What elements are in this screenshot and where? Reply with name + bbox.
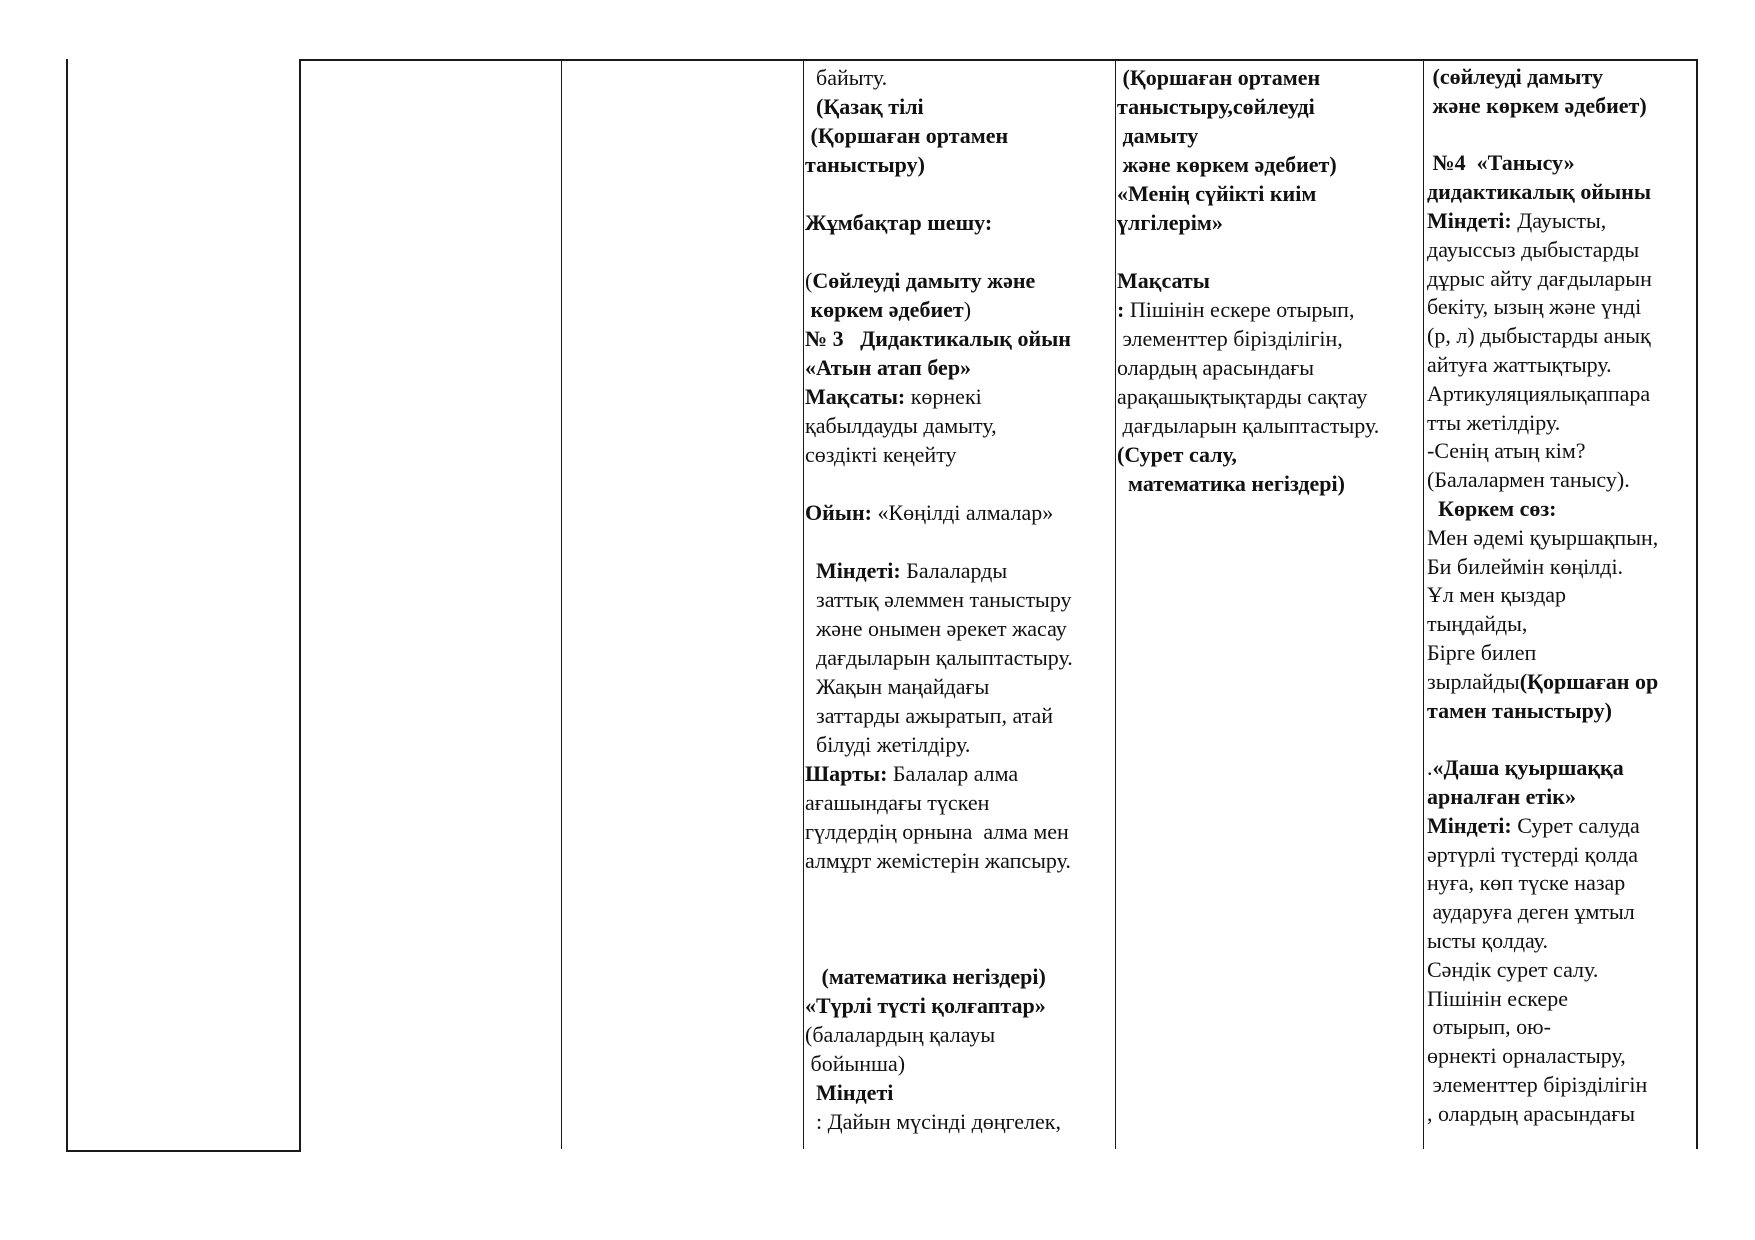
text-line	[1117, 237, 1422, 266]
text-line	[1427, 841, 1695, 870]
text-line	[805, 1020, 1114, 1049]
text-line	[1427, 812, 1695, 841]
text-line	[805, 208, 1114, 237]
text-line	[1427, 495, 1695, 524]
text-line	[805, 295, 1114, 324]
text-run: (Сурет салу,	[1117, 442, 1237, 467]
text-line	[1117, 92, 1422, 121]
text-line	[1427, 869, 1695, 898]
text-line	[1427, 725, 1695, 754]
text-run: Балалар алма	[887, 761, 1019, 786]
text-run: Шарты:	[805, 761, 888, 786]
text-line	[805, 324, 1114, 353]
text-line	[805, 63, 1114, 92]
text-run: тыңдайды,	[1427, 611, 1528, 637]
text-line	[805, 527, 1114, 556]
text-run: зырлайды	[1427, 668, 1520, 694]
text-line	[805, 875, 1114, 904]
column-divider-4	[1115, 59, 1116, 1149]
text-run: дауыссыз дыбыстарды	[1427, 236, 1640, 262]
text-run: дидактикалық ойыны	[1427, 179, 1652, 205]
text-run: алмұрт жемістерін жапсыру.	[805, 848, 1071, 873]
table-cell-activities-column-5	[805, 63, 1114, 1149]
text-run: Сөйлеуді дамыту және	[812, 268, 1036, 293]
text-run: Артикуляциялықаппара	[1427, 380, 1651, 406]
text-run: Көркем сөз:	[1427, 495, 1557, 521]
column-divider-3	[803, 59, 804, 1149]
text-run: -Сенің атың кім?	[1427, 438, 1586, 464]
text-line	[805, 788, 1114, 817]
text-line	[1427, 293, 1695, 322]
text-run: заттарды ажыратып, атай	[805, 703, 1054, 728]
text-line	[805, 440, 1114, 469]
text-line	[805, 904, 1114, 933]
text-run: математика негіздері)	[1117, 471, 1345, 496]
text-run: Міндеті:	[1427, 207, 1512, 233]
text-line	[805, 672, 1114, 701]
table-cell-activities-column-6	[1117, 63, 1422, 1149]
text-run: (Қоршаған ортамен	[805, 123, 1009, 148]
text-run: «Түрлі түсті қолғаптар»	[805, 993, 1046, 1018]
text-line	[805, 121, 1114, 150]
text-line	[1427, 898, 1695, 927]
text-run: Мақсаты:	[805, 384, 906, 409]
text-line	[1117, 63, 1422, 92]
text-line	[1427, 668, 1695, 697]
text-line	[1427, 149, 1695, 178]
text-run: бекіту, ызың және үнді	[1427, 294, 1642, 320]
text-line	[805, 846, 1114, 875]
text-run: (балалардың қалауы	[805, 1022, 996, 1047]
text-line	[805, 1078, 1114, 1107]
text-line	[1427, 92, 1695, 121]
text-line	[1117, 440, 1422, 469]
text-line	[1427, 265, 1695, 294]
text-line	[805, 556, 1114, 585]
text-line	[805, 411, 1114, 440]
text-run: айтуға жаттықтыру.	[1427, 351, 1612, 377]
text-line	[1117, 150, 1422, 179]
text-line	[1117, 324, 1422, 353]
text-line	[1427, 783, 1695, 812]
table-cell-empty-1	[68, 61, 299, 1150]
text-line	[1427, 437, 1695, 466]
text-run: (Балалармен танысу).	[1427, 467, 1630, 493]
text-run: Мен әдемі қуыршақпын,	[1427, 524, 1659, 550]
text-line	[805, 92, 1114, 121]
table-cell-activities-column-7	[1427, 63, 1695, 1149]
text-run: «Көңілді алмалар»	[871, 500, 1054, 525]
text-line	[805, 643, 1114, 672]
text-run: олардың арасындағы	[1117, 355, 1315, 380]
text-line	[1427, 610, 1695, 639]
table-border-bottom-first-column	[66, 1150, 301, 1152]
text-line	[1427, 697, 1695, 726]
text-line	[805, 1107, 1114, 1136]
text-run: (Қоршаған ортамен	[1117, 65, 1321, 90]
text-line	[1427, 524, 1695, 553]
text-run: нуға, көп түске назар	[1427, 870, 1626, 896]
text-run: отырып, ою-	[1427, 1014, 1551, 1040]
text-run: гүлдердің орнына алма мен	[805, 819, 1069, 844]
text-line	[1427, 409, 1695, 438]
text-run: )	[963, 297, 972, 322]
text-run: көрнекі	[905, 384, 982, 409]
text-line	[1117, 179, 1422, 208]
text-line	[1117, 295, 1422, 324]
text-line	[1427, 322, 1695, 351]
text-line	[1117, 411, 1422, 440]
text-line	[1427, 1013, 1695, 1042]
text-run: аударуға деген ұмтыл	[1427, 899, 1635, 925]
text-line	[1427, 236, 1695, 265]
text-run: Ойын:	[805, 500, 872, 525]
text-run: арақашықтықтарды сақтау	[1117, 384, 1368, 409]
text-line	[805, 382, 1114, 411]
table-cell-empty-2	[301, 61, 561, 1149]
text-run: Балаларды	[900, 558, 1008, 583]
text-line	[1117, 382, 1422, 411]
text-line	[1427, 754, 1695, 783]
text-line	[1117, 208, 1422, 237]
text-line	[1427, 207, 1695, 236]
text-run: «Атын атап бер»	[805, 355, 972, 380]
text-line	[1427, 63, 1695, 92]
text-line	[1427, 1042, 1695, 1071]
text-run: дұрыс айту дағдыларын	[1427, 265, 1652, 291]
text-line	[1427, 1100, 1695, 1129]
text-line	[1117, 469, 1422, 498]
text-line	[805, 962, 1114, 991]
text-run: заттық әлеммен таныстыру	[805, 587, 1072, 612]
text-run: Бірге билеп	[1427, 639, 1537, 665]
text-run: ысты қолдау.	[1427, 927, 1548, 953]
text-line	[805, 614, 1114, 643]
text-run: Мақсаты	[1117, 268, 1210, 293]
text-run: (Қазақ тілі	[805, 94, 924, 119]
text-run: (	[805, 268, 813, 293]
text-run: (р, л) дыбыстарды анық	[1427, 323, 1651, 349]
text-line	[1427, 178, 1695, 207]
text-line	[805, 701, 1114, 730]
text-run: Жақын маңайдағы	[805, 674, 990, 699]
text-run: дағдыларын қалыптастыру.	[805, 645, 1073, 670]
text-line	[805, 759, 1114, 788]
text-run: :	[1117, 297, 1125, 322]
text-line	[1117, 121, 1422, 150]
text-line	[1117, 353, 1422, 382]
text-run: әртүрлі түстерді қолда	[1427, 841, 1638, 867]
text-line	[805, 469, 1114, 498]
column-divider-5	[1423, 59, 1424, 1149]
text-run: ағашындағы түскен	[805, 790, 990, 815]
text-line	[805, 1049, 1114, 1078]
text-run: және көркем әдебиет)	[1427, 92, 1647, 118]
text-line	[1427, 985, 1695, 1014]
text-run: тамен таныстыру)	[1427, 697, 1612, 723]
text-run: таныстыру,сөйлеуді	[1117, 94, 1315, 119]
text-run: Міндеті:	[816, 558, 901, 583]
text-line	[805, 933, 1114, 962]
text-run: «Даша қуыршаққа	[1432, 755, 1624, 781]
text-line	[1427, 466, 1695, 495]
text-run	[805, 558, 816, 583]
text-run: Пішінін ескере	[1427, 985, 1568, 1011]
text-line	[1427, 927, 1695, 956]
text-run: № 3 Дидактикалық ойын	[805, 326, 1071, 351]
text-run: дағдыларын қалыптастыру.	[1117, 413, 1380, 438]
text-line	[805, 150, 1114, 179]
text-line	[805, 237, 1114, 266]
text-run: білуді жетілдіру.	[805, 732, 971, 757]
text-line	[805, 585, 1114, 614]
text-run: : Дайын мүсінді дөңгелек,	[805, 1109, 1061, 1134]
text-line	[805, 817, 1114, 846]
text-run: Міндеті:	[1427, 812, 1512, 838]
text-line	[805, 179, 1114, 208]
text-run: Жұмбақтар шешу:	[805, 210, 993, 235]
text-line	[1427, 121, 1695, 150]
text-line	[805, 991, 1114, 1020]
text-line	[1427, 639, 1695, 668]
text-run: №4 «Танысу»	[1427, 150, 1575, 176]
text-run: Сәндік сурет салу.	[1427, 956, 1599, 982]
text-run: байыту.	[805, 65, 888, 90]
text-run: үлгілерім»	[1117, 210, 1223, 235]
text-run: Би билеймін көңілді.	[1427, 553, 1624, 579]
text-run: көркем әдебиет	[805, 297, 964, 322]
text-line	[1427, 581, 1695, 610]
table-cell-empty-3	[562, 61, 803, 1149]
text-run: қабылдауды дамыту,	[805, 413, 997, 438]
text-run: Дауысты,	[1511, 207, 1607, 233]
text-run: элементтер біріздiлiгiн	[1427, 1071, 1648, 1097]
text-run: Сурет салуда	[1511, 812, 1640, 838]
text-run: дамыту	[1117, 123, 1199, 148]
text-run: арналған етік»	[1427, 783, 1576, 809]
text-line	[1117, 266, 1422, 295]
text-run: , олардың арасындағы	[1427, 1100, 1636, 1126]
text-run: және онымен әрекет жасау	[805, 616, 1067, 641]
text-run: .	[1427, 755, 1433, 781]
text-line	[805, 266, 1114, 295]
text-run: тты жетілдіру.	[1427, 409, 1561, 435]
text-run: (сөйлеуді дамыту	[1427, 64, 1603, 89]
text-run: бойынша)	[805, 1051, 906, 1076]
text-run: «Менің сүйікті киім	[1117, 181, 1317, 206]
text-line	[1427, 351, 1695, 380]
text-line	[1427, 553, 1695, 582]
text-line	[805, 498, 1114, 527]
text-run: сөздікті кеңейту	[805, 442, 957, 467]
text-line	[1427, 1071, 1695, 1100]
text-run: элементтер біріздiлiгiн,	[1117, 326, 1343, 351]
table-border-right	[1696, 59, 1698, 1149]
text-run: Ұл мен қыздар	[1427, 582, 1567, 608]
text-run: Міндеті	[805, 1080, 894, 1105]
text-run: (Қоршаған ор	[1519, 668, 1659, 694]
text-run: және көркем әдебиет)	[1117, 152, 1337, 177]
text-run: өрнекті орналастыру,	[1427, 1043, 1626, 1069]
text-run: Пішінін ескере отырып,	[1124, 297, 1355, 322]
text-line	[1427, 380, 1695, 409]
text-run: (математика негіздері)	[805, 964, 1046, 989]
text-line	[805, 730, 1114, 759]
text-line	[805, 353, 1114, 382]
text-run: таныстыру)	[805, 152, 925, 177]
text-line	[1427, 956, 1695, 985]
